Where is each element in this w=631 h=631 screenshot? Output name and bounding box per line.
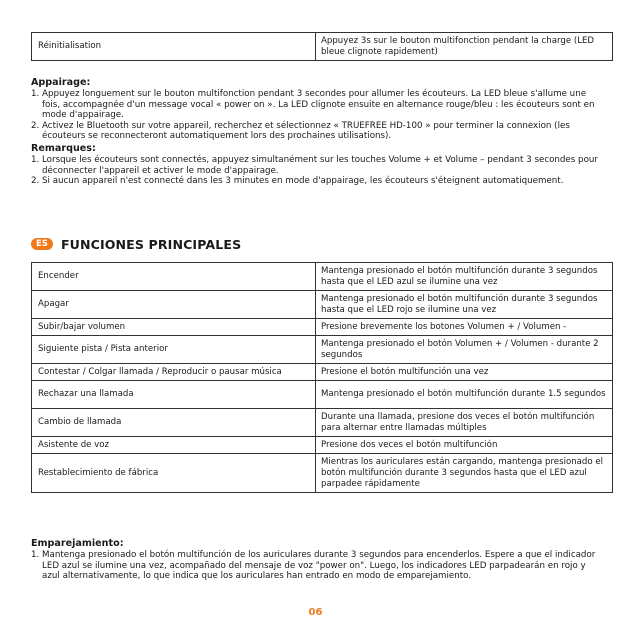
function-cell: Siguiente pista / Pista anterior	[32, 336, 316, 364]
section-heading: Emparejamiento:	[31, 538, 124, 549]
list-text: Lorsque les écouteurs sont connectés, appuyez simultanément sur les touches Volume + et Volume – pendant 3 secondes pour déconnecter l'appareil et activer le mode d'appairage.	[42, 155, 598, 176]
instruction-cell: Presione brevemente los botones Volumen + / Volumen -	[316, 319, 613, 336]
instruction-cell: Appuyez 3s sur le bouton multifonction pendant la charge (LED bleue clignote rapidement)	[316, 33, 613, 61]
numbered-list	[31, 89, 601, 142]
table-row	[32, 336, 613, 364]
table-row	[32, 409, 613, 437]
page-number: 06	[308, 607, 323, 618]
table-row	[32, 454, 613, 493]
reset-table	[31, 32, 613, 61]
instruction-cell: Mientras los auriculares están cargando, mantenga presionado el botón multifunción durante 3 segundos hasta que el LED azul parpadee rápidamente	[316, 454, 613, 493]
table-row	[32, 263, 613, 291]
instruction-cell: Presione el botón multifunción una vez	[316, 364, 613, 381]
function-cell: Encender	[32, 263, 316, 291]
instruction-cell: Mantenga presionado el botón multifunción durante 1.5 segundos	[316, 381, 613, 409]
list-number: 1.	[31, 155, 40, 165]
list-text: Appuyez longuement sur le bouton multifonction pendant 3 secondes pour allumer les écouteurs. La LED bleue s'allume une fois, accompagnée d'un message vocal « power on ». La LED clignote ensuite en alternance rouge/bleu : les écouteurs sont en mode d'appairage.	[42, 89, 595, 120]
table-row	[32, 381, 613, 409]
section-title: FUNCIONES PRINCIPALES	[60, 236, 242, 252]
table-row	[32, 319, 613, 336]
list-text: Mantenga presionado el botón multifunción de los auriculares durante 3 segundos para encenderlos. Espere a que el indicador LED azul se ilumine una vez, acompañado del mensaje de voz "power on". Luego, los indicadores LED parpadearán en rojo y azul alternativamente, lo que indica que los auriculares han entrado en modo de emparejamiento.	[42, 550, 596, 581]
function-cell: Restablecimiento de fábrica	[32, 454, 316, 493]
section-heading: Remarques:	[31, 143, 96, 154]
function-cell: Cambio de llamada	[32, 409, 316, 437]
function-cell: Rechazar una llamada	[32, 381, 316, 409]
functions-table	[31, 262, 613, 493]
function-cell: Asistente de voz	[32, 437, 316, 454]
list-text: Si aucun appareil n'est connecté dans les 3 minutes en mode d'appairage, les écouteurs s'éteignent automatiquement.	[42, 176, 564, 186]
function-cell: Réinitialisation	[32, 33, 316, 61]
list-item	[31, 121, 601, 142]
list-item	[31, 176, 601, 187]
es-pairing-section	[31, 538, 601, 582]
list-number: 1.	[31, 550, 40, 560]
list-item	[31, 155, 601, 176]
instruction-cell: Presione dos veces el botón multifunción	[316, 437, 613, 454]
list-number: 1.	[31, 89, 40, 99]
table-row	[32, 364, 613, 381]
function-cell: Apagar	[32, 291, 316, 319]
list-text: Activez le Bluetooth sur votre appareil, recherchez et sélectionnez « TRUEFREE HD-100 » pour terminer la connexion (les écouteurs se reconnecteront automatiquement lors des prochaines utilisations).	[42, 120, 570, 141]
list-item	[31, 550, 601, 582]
instruction-cell: Mantenga presionado el botón multifunción durante 3 segundos hasta que el LED rojo se ilumine una vez	[316, 291, 613, 319]
instruction-cell: Mantenga presionado el botón Volumen + / Volumen - durante 2 segundos	[316, 336, 613, 364]
list-number: 2.	[31, 120, 40, 131]
table-row	[32, 437, 613, 454]
instruction-cell: Mantenga presionado el botón multifunción durante 3 segundos hasta que el LED azul se ilumine una vez	[316, 263, 613, 291]
instruction-cell: Durante una llamada, presione dos veces el botón multifunción para alternar entre llamadas múltiples	[316, 409, 613, 437]
function-cell: Contestar / Colgar llamada / Reproducir o pausar música	[32, 364, 316, 381]
numbered-list	[31, 550, 601, 582]
function-cell: Subir/bajar volumen	[32, 319, 316, 336]
fr-remarks-section	[31, 143, 601, 187]
numbered-list	[31, 155, 601, 187]
list-item	[31, 89, 601, 121]
es-section-header	[31, 235, 241, 253]
language-badge: ES	[31, 238, 53, 250]
fr-pairing-section	[31, 77, 601, 142]
table-row	[32, 291, 613, 319]
table-row	[32, 33, 613, 61]
list-number: 2.	[31, 176, 40, 186]
section-heading: Appairage:	[31, 77, 91, 88]
